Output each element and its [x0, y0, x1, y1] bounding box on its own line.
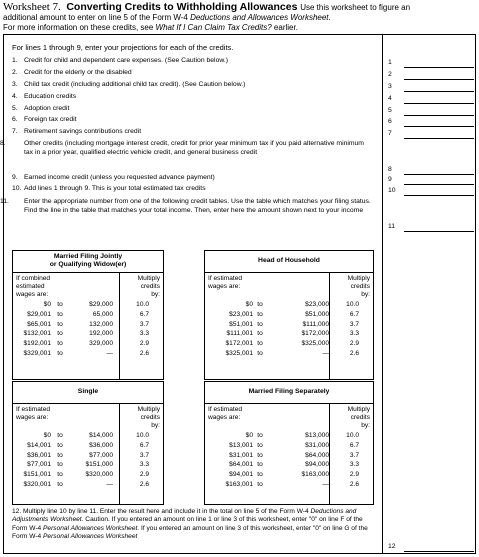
wage-to: $64,000 — [305, 451, 329, 459]
wages-header — [16, 275, 50, 298]
table-row — [205, 481, 375, 489]
table-row — [13, 311, 165, 319]
multiply-header — [138, 406, 160, 429]
to-label: to — [257, 301, 263, 308]
table-row — [205, 340, 375, 348]
line-number: 2. — [12, 69, 18, 76]
to-label: to — [257, 461, 263, 469]
line-number: 6. — [12, 116, 18, 123]
to-label: to — [257, 432, 263, 439]
header-line3-end: earlier. — [271, 23, 298, 32]
wage-to: $172,000 — [301, 330, 329, 338]
credit-table-mfs — [204, 381, 374, 505]
line-6 — [12, 116, 372, 125]
wage-to: — — [106, 481, 113, 488]
line-number: 1. — [12, 57, 18, 64]
line-12-text: Multiply line 10 by line 11. Enter the result here and include it in the total on line 5 of the Form W-4 — [23, 508, 311, 515]
to-label: to — [57, 310, 63, 318]
wage-from: $0 — [245, 301, 253, 308]
line-text: Child tax credit (including additional child tax credit). (See Caution below.) — [24, 81, 246, 88]
line-number: 9. — [12, 174, 18, 181]
line-9-label: 9 — [388, 176, 392, 183]
line-6-label: 6 — [388, 118, 392, 125]
multiplier: 3.3 — [349, 461, 359, 469]
wages-header — [208, 406, 242, 422]
table-row — [205, 442, 375, 450]
header-line: by: — [361, 421, 370, 429]
multiplier: 2.6 — [349, 350, 359, 357]
wage-to: $320,000 — [85, 471, 113, 479]
line-12-amount[interactable] — [404, 540, 474, 552]
line-12-italic: Deductions and Adjustments Worksheet. — [12, 508, 357, 524]
line-4-label: 4 — [388, 95, 392, 102]
table-title-line: Single — [77, 388, 99, 395]
wage-from: $77,001 — [27, 461, 51, 469]
table-row — [13, 350, 165, 358]
to-label: to — [257, 451, 263, 459]
multiplier: 6.7 — [349, 310, 359, 318]
wage-from: $51,001 — [229, 320, 253, 328]
header-line: Multiply — [347, 275, 370, 282]
to-label: to — [57, 320, 63, 328]
line-8 — [0, 140, 372, 157]
line-2 — [12, 69, 372, 78]
to-label: to — [257, 441, 263, 449]
line-number: 10. — [12, 185, 22, 192]
multiplier: 3.3 — [349, 330, 359, 338]
multiplier: 3.3 — [139, 330, 149, 338]
line-5 — [12, 105, 372, 114]
wage-from: $192,001 — [23, 340, 51, 348]
table-row — [205, 471, 375, 479]
line-12 — [12, 508, 377, 542]
to-label: to — [257, 471, 263, 479]
table-row — [205, 301, 375, 309]
line-11 — [0, 198, 372, 215]
line-1 — [12, 57, 372, 66]
multiplier: 3.7 — [139, 451, 149, 459]
header-line: Multiply — [137, 406, 160, 413]
multiply-header — [348, 406, 370, 429]
wage-from: $151,001 — [23, 471, 51, 479]
multiplier: 2.6 — [139, 350, 149, 357]
line-4 — [12, 93, 372, 102]
multiply-header — [348, 275, 370, 298]
wage-from: $0 — [43, 301, 51, 308]
line-4-amount[interactable] — [404, 94, 474, 104]
line-12-text: If you entered an amount on line 3 of this worksheet, enter "0" on line G of the Form W-4 — [12, 524, 368, 541]
line-number: 5. — [12, 105, 18, 112]
wage-from: $23,001 — [229, 310, 253, 318]
multiplier: 10.0 — [136, 432, 149, 439]
wage-from: $31,001 — [229, 451, 253, 459]
multiplier: 10.0 — [346, 301, 359, 308]
header-intro: Use this worksheet to figure an — [300, 3, 411, 12]
wage-to: $23,000 — [305, 301, 329, 308]
line-10-label: 10 — [388, 187, 396, 194]
table-row — [13, 321, 165, 329]
wage-from: $0 — [245, 432, 253, 439]
line-number: 7. — [12, 128, 18, 135]
header-line3-italic: What If I Can Claim Tax Credits? — [155, 23, 272, 32]
wage-to: 132,000 — [89, 320, 113, 328]
credit-table-hoh — [204, 250, 374, 380]
wage-to: $77,000 — [89, 451, 113, 459]
wage-from: $111,001 — [226, 330, 253, 338]
header-line: If estimated — [16, 406, 51, 413]
header-line: credits — [350, 282, 370, 290]
wage-to: $151,000 — [85, 461, 113, 469]
to-label: to — [57, 432, 63, 439]
header-line: Multiply — [347, 406, 370, 413]
line-text: Foreign tax credit — [24, 116, 77, 123]
table-title — [13, 382, 163, 404]
line-text: Adoption credit — [24, 105, 70, 112]
header-line2-italic: Deductions and Allowances Worksheet. — [190, 13, 331, 22]
to-label: to — [57, 330, 63, 338]
wage-to: $51,000 — [305, 310, 329, 318]
table-title — [205, 251, 373, 273]
header-line: credits — [140, 413, 160, 421]
header-line: Multiply — [137, 275, 160, 282]
table-title-line: Married Filing Jointly — [53, 253, 123, 260]
line-12-italic: Personal Allowances Worksheet — [43, 533, 138, 541]
wage-from: $29,001 — [27, 310, 51, 318]
wage-to: $111,000 — [302, 320, 329, 328]
wage-from: $13,001 — [229, 441, 253, 449]
multiplier: 3.7 — [139, 320, 149, 328]
line-text: Retirement savings contributions credit — [24, 128, 142, 135]
line-3-amount[interactable] — [404, 82, 474, 92]
table-row — [205, 321, 375, 329]
header-line: by: — [361, 290, 370, 298]
table-title-line: Head of Household — [258, 257, 320, 264]
line-8-label: 8 — [388, 166, 392, 173]
line-number: 11. — [0, 198, 9, 205]
multiplier: 2.9 — [349, 471, 359, 479]
table-row — [13, 340, 165, 348]
wage-from: $329,001 — [23, 350, 51, 357]
line-1-amount[interactable] — [404, 58, 474, 68]
wage-from: $64,001 — [229, 461, 253, 469]
table-row — [13, 442, 165, 450]
line-number: 3. — [12, 81, 18, 88]
worksheet-title: Converting Credits to Withholding Allowances — [66, 1, 298, 13]
line-3-label: 3 — [388, 83, 392, 90]
table-title — [205, 382, 373, 404]
line-11-amount[interactable] — [404, 222, 474, 232]
line-text: Add lines 1 through 9. This is your total estimated tax credits — [24, 185, 206, 192]
wage-to: 329,000 — [89, 340, 113, 348]
line-12-label: 12 — [388, 543, 396, 550]
table-row — [13, 461, 165, 469]
credit-table-single — [12, 381, 164, 505]
line-1-label: 1 — [388, 59, 392, 66]
table-title-line: Married Filing Separately — [248, 388, 330, 395]
wage-to: $29,000 — [89, 301, 113, 308]
to-label: to — [57, 350, 63, 357]
line-12-caution: Caution. If you entered an amount on line 1 or line 3 of this worksheet, enter "0" on line F of the Form W-4 — [12, 516, 363, 532]
to-label: to — [57, 301, 63, 308]
worksheet-body — [0, 34, 476, 554]
multiplier: 10.0 — [346, 432, 359, 439]
header-line3: For more information on these credits, see — [3, 23, 156, 32]
intro-text: For lines 1 through 9, enter your projections for each of the credits. — [12, 43, 234, 52]
wage-to: $36,000 — [89, 441, 113, 449]
wage-from: $0 — [43, 432, 51, 439]
line-10-amount[interactable] — [404, 186, 474, 196]
multiplier: 10.0 — [136, 301, 149, 308]
header-line: credits — [350, 413, 370, 421]
multiplier: 2.6 — [139, 481, 149, 488]
to-label: to — [257, 330, 263, 338]
multiplier: 3.7 — [349, 451, 359, 459]
table-row — [13, 452, 165, 460]
header-line: If combined — [16, 275, 51, 282]
to-label: to — [57, 461, 63, 469]
line-12-italic: Personal Allowances Worksheet. — [43, 524, 140, 532]
header-line: If estimated — [208, 275, 243, 282]
amount-column-divider — [382, 35, 383, 553]
multiplier: 3.3 — [139, 461, 149, 469]
wage-to: — — [106, 350, 113, 357]
multiplier: 2.9 — [139, 340, 149, 348]
line-7-label: 7 — [388, 130, 392, 137]
to-label: to — [57, 481, 63, 488]
wage-to: $31,000 — [305, 441, 329, 449]
header-line: by: — [151, 421, 160, 429]
table-title — [13, 251, 163, 273]
multiplier: 6.7 — [139, 310, 149, 318]
header-line: wages are: — [16, 290, 49, 298]
line-7 — [12, 128, 372, 137]
line-text: Credit for child and dependent care expenses. (See Caution below.) — [24, 57, 229, 64]
wage-to: 192,000 — [89, 330, 113, 338]
wage-to: $14,000 — [89, 432, 113, 439]
line-5-label: 5 — [388, 107, 392, 114]
multiplier: 3.7 — [349, 320, 359, 328]
worksheet-header — [3, 2, 475, 33]
line-9-amount[interactable] — [404, 175, 474, 185]
wage-to: — — [322, 481, 329, 488]
wages-header — [16, 406, 50, 422]
table-row — [13, 481, 165, 489]
wage-from: $14,001 — [27, 441, 51, 449]
wage-to: 65,000 — [92, 310, 113, 318]
to-label: to — [57, 471, 63, 479]
table-row — [205, 432, 375, 440]
table-row — [205, 461, 375, 469]
header-line: If estimated — [208, 406, 243, 413]
wage-from: $172,001 — [225, 340, 253, 348]
multiplier: 6.7 — [139, 441, 149, 449]
multiplier: 2.9 — [349, 340, 359, 348]
to-label: to — [257, 310, 263, 318]
wage-from: $94,001 — [229, 471, 253, 479]
to-label: to — [57, 340, 63, 348]
multiply-header — [138, 275, 160, 298]
table-row — [205, 452, 375, 460]
wage-to: $325,000 — [301, 340, 329, 348]
line-number: 8. — [0, 140, 6, 147]
header-line: by: — [151, 290, 160, 298]
to-label: to — [257, 340, 263, 348]
line-number: 4. — [12, 93, 18, 100]
table-row — [13, 471, 165, 479]
wages-header — [208, 275, 242, 291]
line-2-amount[interactable] — [404, 70, 474, 80]
line-10 — [12, 185, 372, 194]
line-7-amount[interactable] — [404, 129, 474, 139]
table-title-line: or Qualifying Widow(er) — [49, 261, 127, 268]
line-11-label: 11 — [388, 223, 396, 230]
table-row — [13, 432, 165, 440]
multiplier: 2.6 — [349, 481, 359, 488]
to-label: to — [257, 481, 263, 488]
wage-from: $65,001 — [27, 320, 51, 328]
header-line: wages are: — [16, 413, 49, 421]
wage-to: $94,000 — [305, 461, 329, 469]
line-text: Education credits — [24, 93, 77, 100]
header-line: wages are: — [208, 413, 241, 421]
header-line2: additional amount to enter on line 5 of the Form W-4 — [3, 13, 191, 22]
table-row — [205, 330, 375, 338]
line-number: 12. — [12, 508, 22, 515]
table-row — [13, 330, 165, 338]
table-row — [205, 311, 375, 319]
line-6-amount[interactable] — [404, 117, 474, 127]
header-line: credits — [140, 282, 160, 290]
wage-from: $36,001 — [27, 451, 51, 459]
header-line: estimated — [16, 282, 45, 290]
wage-from: $325,001 — [225, 350, 253, 357]
line-2-label: 2 — [388, 71, 392, 78]
to-label: to — [57, 441, 63, 449]
to-label: to — [57, 451, 63, 459]
header-line: wages are: — [208, 282, 241, 290]
line-9 — [12, 174, 372, 183]
line-3 — [12, 81, 372, 90]
line-text: Other credits (including mortgage interest credit, credit for prior year minimum tax if you paid alternative minimum tax in a prior year, qualified electric vehicle credit, and general business credit — [24, 140, 364, 156]
wage-to: $163,000 — [301, 471, 329, 479]
line-text: Enter the appropriate number from one of the following credit tables. Use the table which matches your filing status. Find the line in the table that matches your total income. Then, enter here the amount shown next to your income — [24, 198, 371, 214]
line-8-amount[interactable] — [404, 165, 474, 175]
to-label: to — [257, 320, 263, 328]
table-row — [13, 301, 165, 309]
worksheet-number: Worksheet 7. — [3, 1, 61, 13]
to-label: to — [257, 350, 263, 357]
multiplier: 2.9 — [139, 471, 149, 479]
multiplier: 6.7 — [349, 441, 359, 449]
wage-from: $320,001 — [23, 481, 51, 488]
line-text: Credit for the elderly or the disabled — [24, 69, 132, 76]
wage-to: — — [322, 350, 329, 357]
wage-from: $132,001 — [23, 330, 51, 338]
wage-from: $163,001 — [225, 481, 253, 488]
table-row — [205, 350, 375, 358]
wage-to: $13,000 — [305, 432, 329, 439]
line-text: Earned income credit (unless you requested advance payment) — [24, 174, 215, 181]
line-5-amount[interactable] — [404, 106, 474, 116]
credit-table-mfj — [12, 250, 164, 380]
